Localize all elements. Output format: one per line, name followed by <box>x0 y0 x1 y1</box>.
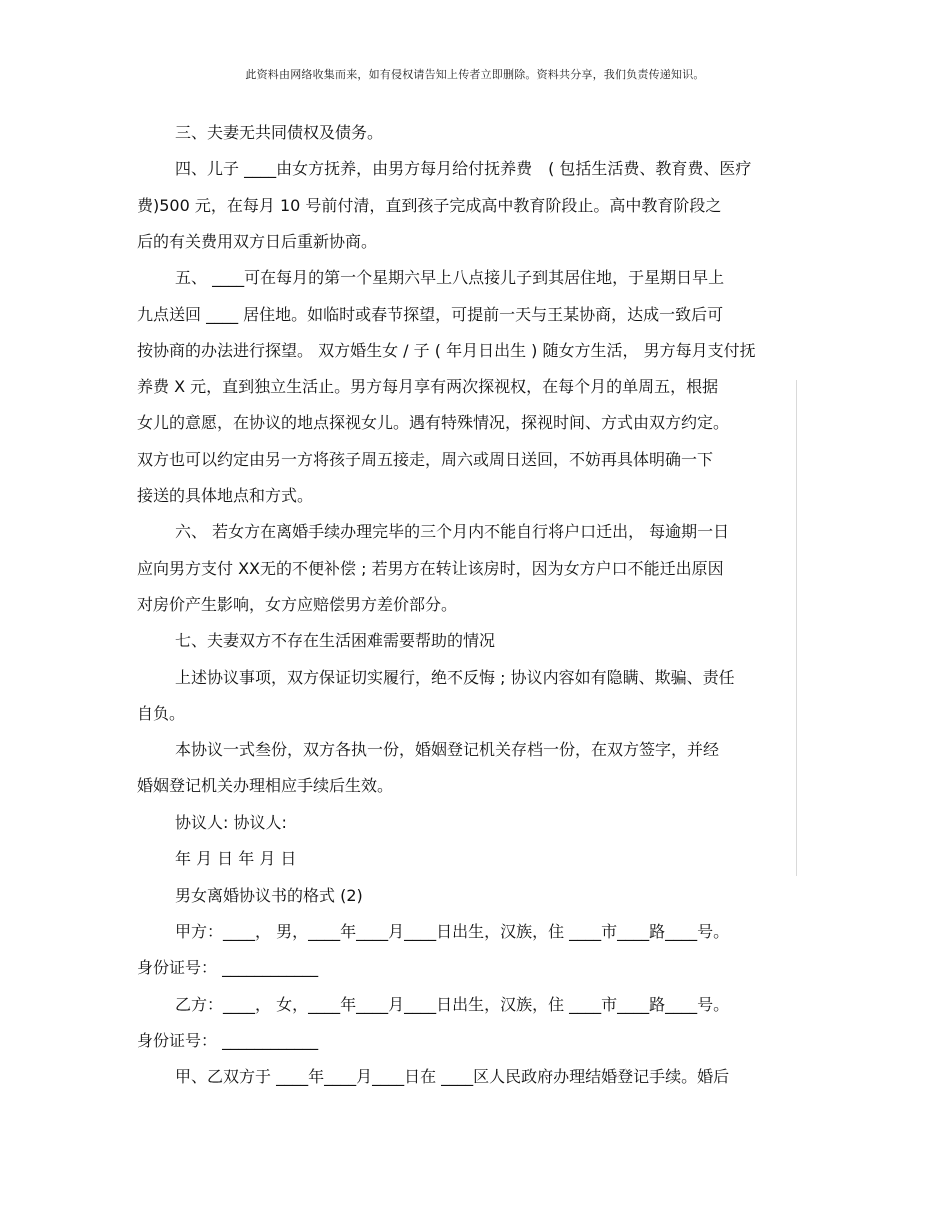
section-seven: 七、夫妻双方不存在生活困难需要帮助的情况 <box>175 631 496 650</box>
margin-rule <box>796 380 797 876</box>
section-four-line-2: 费)500 元，在每月 10 号前付清，直到孩子完成高中教育阶段止。高中教育阶段之 <box>137 196 722 215</box>
section-five-line-2: 九点送回 ____ 居住地。如临时或春节探望，可提前一天与王某协商，达成一致后可 <box>137 305 724 324</box>
section-six-line-2: 应向男方支付 XX无的不便补偿 ; 若男方在转让该房时，因为女方户口不能迁出原因 <box>137 559 724 578</box>
marriage-registration: 甲、乙双方于 ____年____月____日在 ____区人民政府办理结婚登记手续。婚后 <box>175 1067 730 1086</box>
party-a-id: 身份证号： ____________ <box>137 958 319 977</box>
section-six-line-1: 六、 若女方在离婚手续办理完毕的三个月内不能自行将户口迁出， 每逾期一日 <box>175 522 730 541</box>
guarantee-line-2: 自负。 <box>137 704 186 723</box>
format-heading: 男女离婚协议书的格式 (2) <box>175 886 363 905</box>
section-six-line-3: 对房价产生影响，女方应赔偿男方差价部分。 <box>137 595 458 614</box>
section-five-line-7: 接送的具体地点和方式。 <box>137 486 314 505</box>
section-five-line-6: 双方也可以约定由另一方将孩子周五接走，周六或周日送回，不妨再具体明确一下 <box>137 450 714 469</box>
section-five-line-3: 按协商的办法进行探望。 双方婚生女 / 子 ( 年月日出生 ) 随女方生活， 男方每月支付抚 <box>137 341 756 360</box>
section-four-line-1: 四、儿子 ____由女方抚养，由男方每月给付抚养费 ( 包括生活费、教育费、医疗 <box>175 159 752 178</box>
section-four-line-3: 后的有关费用双方日后重新协商。 <box>137 232 378 251</box>
party-b-id: 身份证号： ____________ <box>137 1031 319 1050</box>
party-a-info: 甲方：____， 男，____年____月____日出生，汉族，住 ____市____路____号。 <box>175 922 730 941</box>
section-three: 三、夫妻无共同债权及债务。 <box>175 123 384 142</box>
guarantee-line-1: 上述协议事项，双方保证切实履行，绝不反悔 ; 协议内容如有隐瞒、欺骗、责任 <box>175 668 735 687</box>
party-b-info: 乙方：____， 女，____年____月____日出生，汉族，住 ____市____路____号。 <box>175 995 730 1014</box>
signature-dates: 年 月 日 年 月 日 <box>175 849 297 868</box>
section-five-line-5: 女儿的意愿，在协议的地点探视女儿。遇有特殊情况，探视时间、方式由双方约定。 <box>137 413 730 432</box>
copies-line-2: 婚姻登记机关办理相应手续后生效。 <box>137 776 394 795</box>
section-five-line-1: 五、 ____可在每月的第一个星期六早上八点接儿子到其居住地，于星期日早上 <box>175 268 725 287</box>
section-five-line-4: 养费 X 元，直到独立生活止。男方每月享有两次探视权，在每个月的单周五，根据 <box>137 377 719 396</box>
signatories: 协议人: 协议人: <box>175 813 287 832</box>
copies-line-1: 本协议一式叁份，双方各执一份，婚姻登记机关存档一份，在双方签字，并经 <box>175 740 720 759</box>
header-disclaimer: 此资料由网络收集而来，如有侵权请告知上传者立即删除。资料共分享，我们负责传递知识。 <box>245 68 705 81</box>
